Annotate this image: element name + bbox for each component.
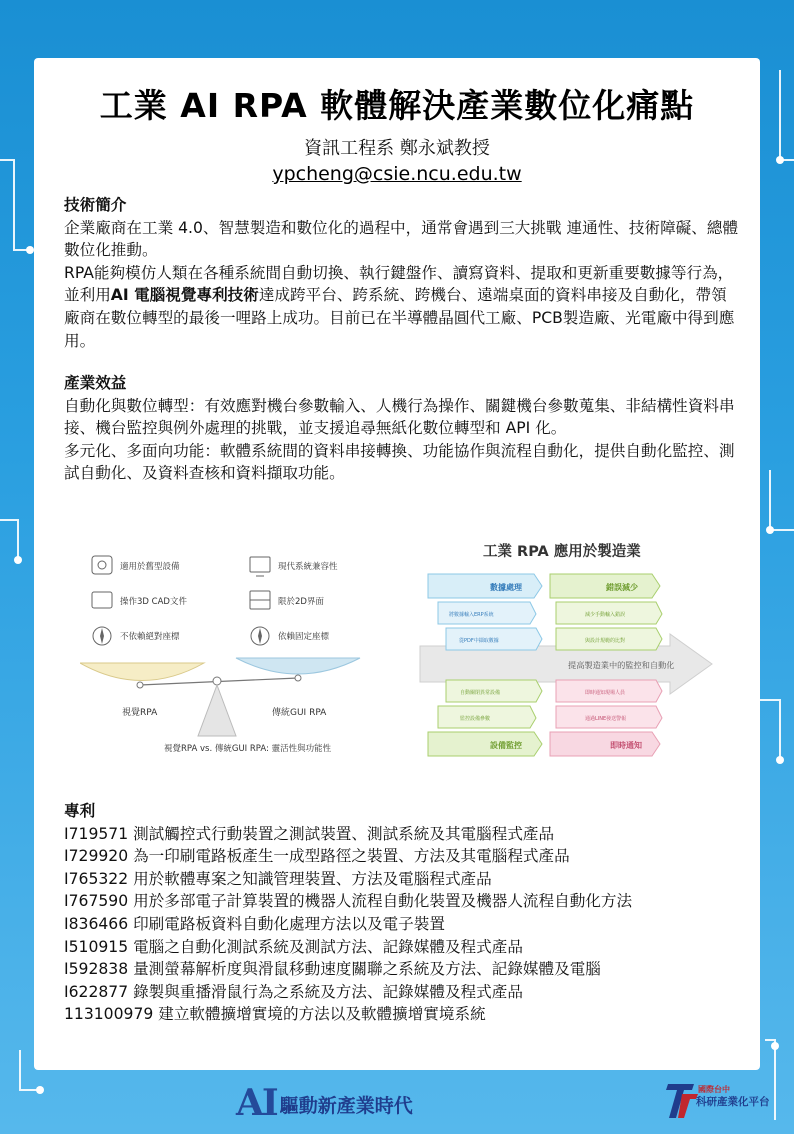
left-label: 視覺RPA bbox=[122, 708, 158, 718]
patent-item: I622877 錄製與重播滑鼠行為之系統及方法、記錄媒體及程式產品 bbox=[64, 982, 523, 1001]
rpa-infographic bbox=[80, 538, 720, 778]
gear-icon bbox=[92, 556, 112, 574]
intro-paragraph-1: 企業廠商在工業 4.0、智慧製造和數位化的過程中，通常會遇到三大挑戰 連通性、技術障礙、總體數位化推動。 bbox=[64, 218, 739, 260]
footer-slogan bbox=[236, 1082, 413, 1124]
lower-right-small-1: 即時通知現場人員 bbox=[585, 690, 626, 696]
intro-p2-bold: AI 電腦視覺專利技術 bbox=[110, 286, 259, 305]
right-item-2: 限於2D界面 bbox=[278, 597, 324, 607]
benefits-paragraph-2: 多元化、多面向功能：軟體系統間的資料串接轉換、功能協作與流程自動化，提供自動化監控、測試自動化、及資料查核和資料擷取功能。 bbox=[64, 441, 735, 483]
benefits-section bbox=[64, 372, 740, 485]
lower-left-small-2: 監控設備參數 bbox=[460, 716, 491, 722]
flow-diagram bbox=[420, 542, 712, 756]
benefits-paragraph-1: 自動化與數位轉型：有效應對機台參數輸入、人機行為操作、關鍵機台參數蒐集、非結構性資料串接、機台監控與例外處理的挑戰，並支援追尋無紙化數位轉型和 API 化。 bbox=[64, 396, 735, 438]
upper-right-small-2: 與設計規範的比對 bbox=[585, 638, 626, 644]
box-right-bottom: 即時通知 bbox=[610, 741, 642, 750]
lower-left-small-1: 自動關閉異常設備 bbox=[460, 690, 501, 696]
patent-list bbox=[64, 823, 740, 1026]
upper-left-small-2: 從PDF中擷取數據 bbox=[459, 638, 499, 644]
patent-item: I719571 測試觸控式行動裝置之測試裝置、測試系統及其電腦程式產品 bbox=[64, 824, 555, 843]
right-item-3: 依賴固定座標 bbox=[278, 632, 330, 642]
brand-line-1: 國際台中 bbox=[698, 1085, 730, 1094]
intro-p2-text-b: 達成跨平台、跨系統、跨機台、遠端桌面的資料串接及自動化，帶領廠商在數位轉型的最後一哩路上成功。目前已在半導體晶圓代工廠、PCB製造廠、光電廠中得到應用。 bbox=[64, 286, 735, 350]
left-item-1: 適用於舊型設備 bbox=[120, 562, 180, 572]
patent-item: I592838 量測螢幕解析度與滑鼠移動速度關聯之系統及方法、記錄媒體及電腦 bbox=[64, 960, 601, 979]
intro-heading: 技術簡介 bbox=[64, 196, 127, 214]
box-left-bottom: 設備監控 bbox=[490, 741, 522, 750]
ai-logo-text: AI bbox=[236, 1082, 277, 1124]
intro-section bbox=[64, 194, 740, 352]
right-pan bbox=[236, 658, 360, 674]
arrow-label: 提高製造業中的監控和自動化 bbox=[568, 660, 675, 670]
patent-item: I729920 為一印刷電路板產生一成型路徑之裝置、方法及其電腦程式產品 bbox=[64, 847, 570, 866]
patents-section bbox=[64, 800, 740, 1026]
upper-right-small-1: 減少手動輸入錯誤 bbox=[585, 612, 626, 618]
left-item-2: 操作3D CAD文件 bbox=[120, 597, 187, 607]
author-line: 資訊工程系 鄭永斌教授 bbox=[304, 138, 490, 159]
error-reduction-box bbox=[550, 574, 660, 598]
data-processing-box bbox=[428, 574, 542, 598]
instant-notify-box bbox=[550, 732, 660, 756]
patent-item: I510915 電腦之自動化測試系統及測試方法、記錄媒體及程式產品 bbox=[64, 937, 523, 956]
right-label: 傳統GUI RPA bbox=[272, 708, 327, 718]
page-title: 工業 AI RPA 軟體解決產業數位化痛點 bbox=[99, 86, 695, 125]
equipment-monitor-box bbox=[428, 732, 542, 756]
email-link[interactable]: ypcheng@csie.ncu.edu.tw bbox=[272, 163, 522, 185]
box-left-top: 數據處理 bbox=[490, 583, 522, 592]
intro-paragraph-2 bbox=[64, 262, 740, 352]
patents-heading: 專利 bbox=[64, 802, 96, 820]
patent-item: I767590 用於多部電子計算裝置的機器人流程自動化裝置及機器人流程自動化方法 bbox=[64, 892, 633, 911]
patent-item: I836466 印刷電路板資料自動化處理方法以及電子裝置 bbox=[64, 914, 445, 933]
intro-p2-text-a: RPA能夠模仿人類在各種系統間自動切換、執行鍵盤作、讀寫資料、提取和更新重要數據等行為，並利用 bbox=[64, 263, 734, 305]
upper-left-small-1: 將數據輸入ERP系統 bbox=[449, 612, 494, 618]
right-item-1: 現代系統兼容性 bbox=[278, 562, 338, 572]
slogan-text: 驅動新產業時代 bbox=[279, 1095, 413, 1117]
caption: 視覺RPA vs. 傳統GUI RPA: 靈活性與功能性 bbox=[164, 744, 332, 754]
lower-right-small-2: 通過LINE發送警報 bbox=[585, 716, 627, 722]
cube-icon bbox=[92, 592, 112, 608]
left-pan bbox=[80, 663, 204, 681]
monitor-icon bbox=[250, 557, 270, 572]
box-right-top: 錯誤減少 bbox=[606, 583, 638, 592]
left-item-3: 不依賴絕對座標 bbox=[120, 632, 180, 642]
benefits-heading: 產業效益 bbox=[64, 374, 127, 392]
diagram-title: 工業 RPA 應用於製造業 bbox=[483, 544, 641, 560]
comparison-panel bbox=[80, 556, 360, 754]
patent-item: 113100979 建立軟體擴增實境的方法以及軟體擴增實境系統 bbox=[64, 1005, 486, 1024]
patent-item: I765322 用於軟體專案之知識管理裝置、方法及電腦程式產品 bbox=[64, 869, 492, 888]
scale-stand bbox=[198, 685, 236, 736]
brand-line-2: 科研產業化平台 bbox=[696, 1096, 770, 1108]
